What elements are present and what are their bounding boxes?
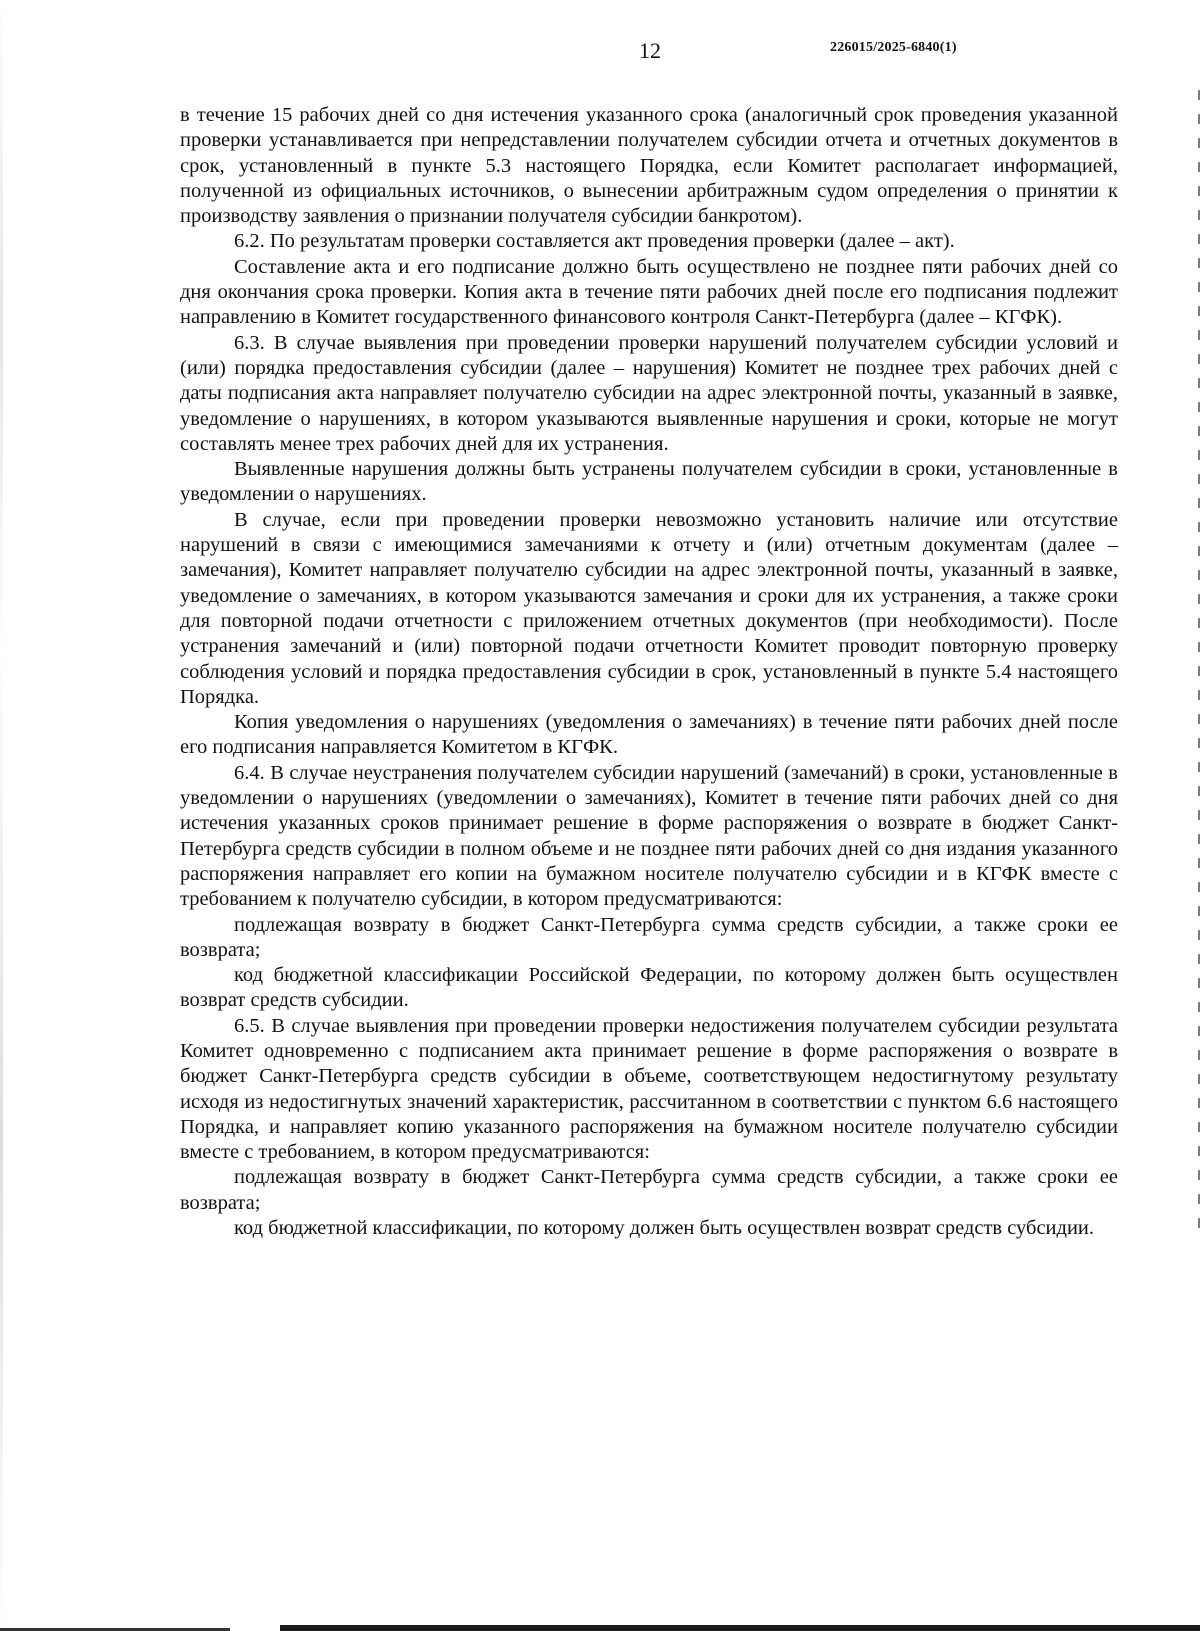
scan-bottom-edge (280, 1625, 1200, 1631)
paragraph-violations-fix: Выявленные нарушения должны быть устранены получателем субсидии в сроки, установленные в уведомлении о нарушениях. (180, 458, 1118, 506)
list-item-return-amount-1: подлежащая возврату в бюджет Санкт-Петербурга сумма средств субсидии, а также сроки ее возврата; (180, 913, 1118, 961)
paragraph-act-signing: Составление акта и его подписание должно быть осуществлено не позднее пяти рабочих дней со дня окончания срока проверки. Копия акта в течение пяти рабочих дней после его подписания подлежит направлению в Комитет государственного финансового контроля Санкт-Петербурга (далее – КГФК). (180, 255, 1118, 329)
page-number: 12 (639, 38, 661, 63)
paragraph-6-5: 6.5. В случае выявления при проведении проверки недостижения получателем субсидии результата Комитет одновременно с подписанием акта принимает решение в форме распоряжения о возврате в бюджет Санкт-Петербурга средств субсидии в объеме, соответствующем недостигнутому результату исходя из недостигнутых значений характеристик, рассчитанном в соответствии с пунктом 6.6 настоящего Порядка, и направляет копию указанного распоряжения на бумажном носителе получателю субсидии вместе с требованием, в котором предусматриваются: (180, 1014, 1118, 1164)
document-body (180, 103, 1118, 1241)
list-item-budget-code-1: код бюджетной классификации Российской Федерации, по которому должен быть осуществлен возврат средств субсидии. (180, 964, 1118, 1012)
paragraph-continuation: в течение 15 рабочих дней со дня истечения указанного срока (аналогичный срок проведения указанной проверки устанавливается при непредставлении получателем субсидии отчета и отчетных документов в срок, установленный в пункте 5.3 настоящего Порядка, если Комитет располагает информацией, полученной из официальных источников, о вынесении арбитражным судом определения о принятии к производству заявления о признании получателя субсидии банкротом). (180, 104, 1118, 228)
paragraph-6-3: 6.3. В случае выявления при проведении проверки нарушений получателем субсидии условий и (или) порядка предоставления субсидии (далее – нарушения) Комитет не позднее трех рабочих дней с даты подписания акта направляет получателю субсидии на адрес электронной почты, указанный в заявке, уведомление о нарушениях, в котором указываются выявленные нарушения и сроки, которые не могут составлять менее трех рабочих дней для их устранения. (180, 331, 1118, 455)
list-item-budget-code-2: код бюджетной классификации, по которому должен быть осуществлен возврат средств субсидии. (234, 1217, 1095, 1240)
paragraph-remarks: В случае, если при проведении проверки невозможно установить наличие или отсутствие нарушений в связи с имеющимися замечаниями к отчету и (или) отчетным документам (далее – замечания), Комитет направляет получателю субсидии на адрес электронной почты, указанный в заявке, уведомление о замечаниях, в котором указываются замечания и сроки для их устранения, а также сроки для повторной подачи отчетности с приложением отчетных документов (при необходимости). После устранения замечаний и (или) повторной подачи отчетности Комитет проводит повторную проверку соблюдения условий и порядка предоставления субсидии в срок, установленный в пункте 5.4 настоящего Порядка. (180, 508, 1118, 708)
list-item-return-amount-2: подлежащая возврату в бюджет Санкт-Петербурга сумма средств субсидии, а также сроки ее возврата; (180, 1166, 1118, 1214)
paragraph-6-2: 6.2. По результатам проверки составляется акт проведения проверки (далее – акт). (234, 230, 955, 253)
scan-edge-left (0, 0, 3, 1631)
paragraph-notice-copy: Копия уведомления о нарушениях (уведомления о замечаниях) в течение пяти рабочих дней после его подписания направляется Комитетом в КГФК. (180, 711, 1118, 759)
paragraph-6-4: 6.4. В случае неустранения получателем субсидии нарушений (замечаний) в сроки, установленные в уведомлении о нарушениях (уведомлении о замечаниях), Комитет в течение пяти рабочих дней со дня истечения указанных сроков принимает решение в форме распоряжения о возврате в бюджет Санкт-Петербурга средств субсидии в полном объеме и не позднее пяти рабочих дней со дня издания указанного распоряжения направляет его копии на бумажном носителе получателю субсидии и в КГФК вместе с требованием к получателю субсидии, в котором предусматриваются: (180, 761, 1118, 911)
document-registration-code: 226015/2025-6840(1) (830, 40, 957, 55)
